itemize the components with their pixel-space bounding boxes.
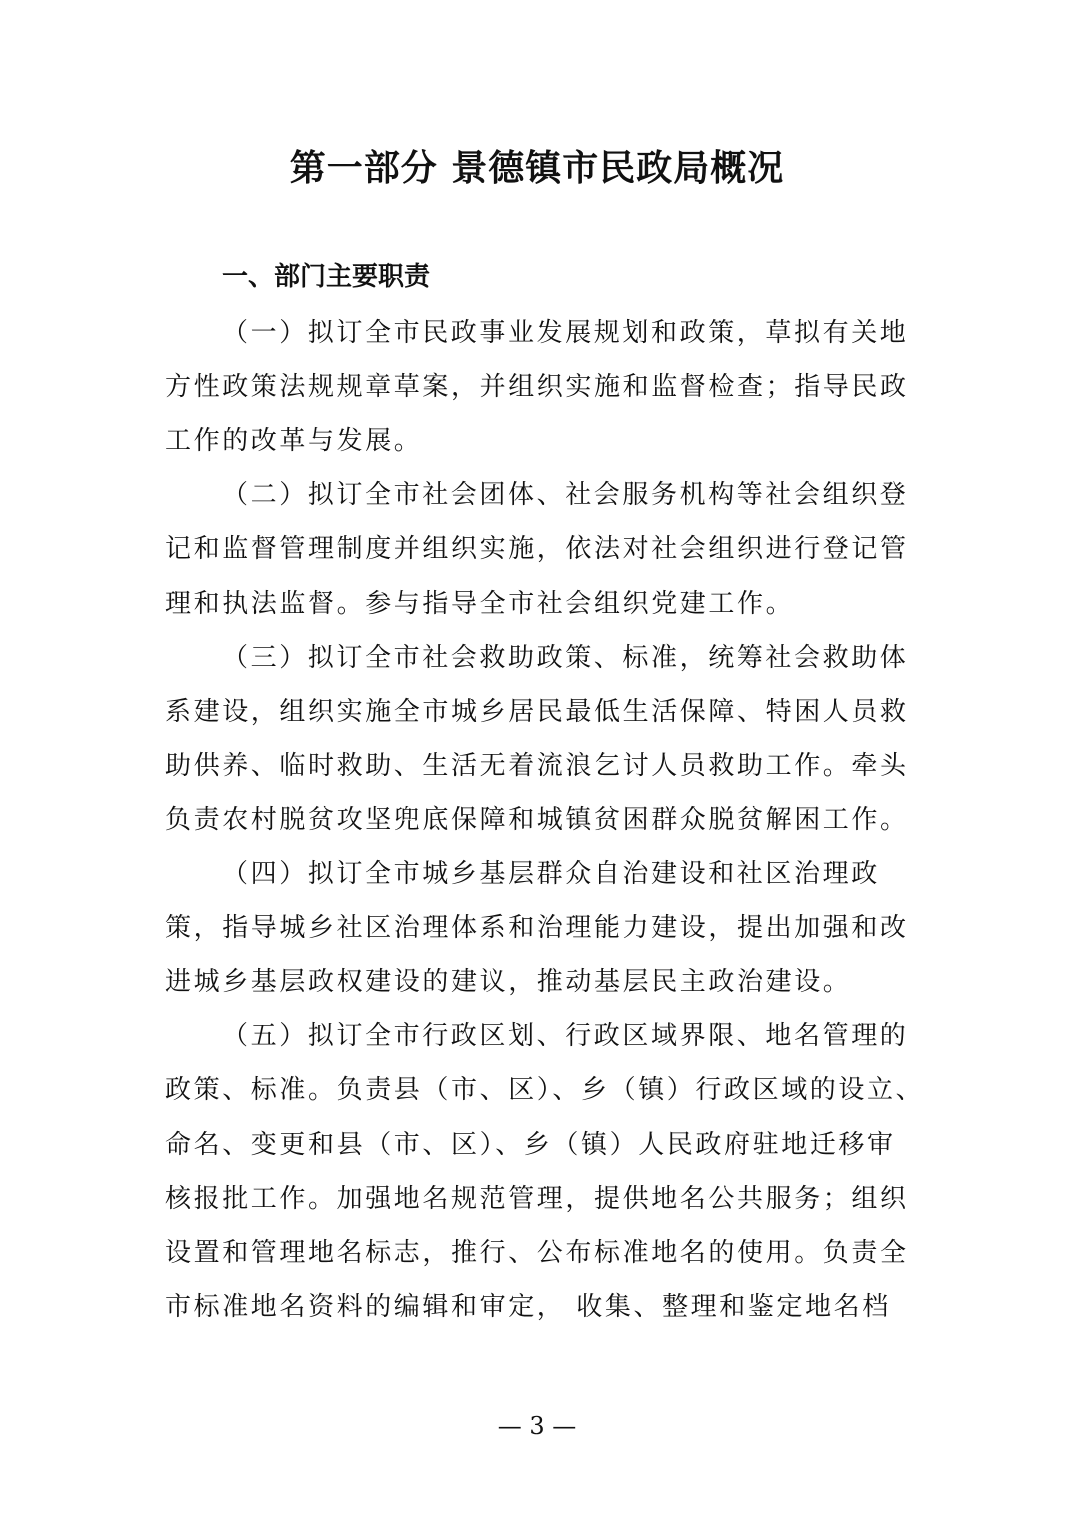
paragraph-first-line: （一）拟订全市民政事业发展规划和政策，草拟有关地 — [222, 318, 909, 348]
paragraph-line: 市标准地名资料的编辑和审定， 收集、整理和鉴定地名档 — [165, 1292, 891, 1322]
paragraph-line: 记和监督管理制度并组织实施，依法对社会组织进行登记管 — [165, 534, 909, 564]
paragraph-first-line: （四）拟订全市城乡基层群众自治建设和社区治理政 — [222, 859, 880, 889]
paragraph-line: 工作的改革与发展。 — [165, 426, 423, 456]
paragraph-first-line: （二）拟订全市社会团体、社会服务机构等社会组织登 — [222, 480, 909, 510]
paragraph-line: 政策、标准。负责县（市、区）、乡（镇）行政区域的设立、 — [165, 1075, 925, 1105]
paragraph-line: 设置和管理地名标志，推行、公布标准地名的使用。负责全 — [165, 1238, 909, 1268]
paragraph-line: 负责农村脱贫攻坚兜底保障和城镇贫困群众脱贫解困工作。 — [165, 805, 909, 835]
page-title: 第一部分 景德镇市民政局概况 — [289, 147, 785, 189]
paragraph-line: 助供养、临时救助、生活无着流浪乞讨人员救助工作。牵头 — [165, 751, 909, 781]
paragraph-line: 命名、变更和县（市、区）、乡（镇）人民政府驻地迁移审 — [165, 1130, 896, 1160]
paragraph-line: 进城乡基层政权建设的建议，推动基层民主政治建设。 — [165, 967, 852, 997]
paragraph-line: 系建设，组织实施全市城乡居民最低生活保障、特困人员救 — [165, 697, 909, 727]
paragraph-line: 理和执法监督。参与指导全市社会组织党建工作。 — [165, 589, 795, 619]
section-heading: 一、部门主要职责 — [222, 262, 431, 292]
paragraph-line: 方性政策法规规章草案，并组织实施和监督检查；指导民政 — [165, 372, 909, 402]
paragraph-first-line: （三）拟订全市社会救助政策、标准，统筹社会救助体 — [222, 643, 909, 673]
paragraph-line: 核报批工作。加强地名规范管理，提供地名公共服务；组织 — [165, 1184, 909, 1214]
paragraph-first-line: （五）拟订全市行政区划、行政区域界限、地名管理的 — [222, 1021, 909, 1051]
page-number: — 3 — — [497, 1412, 577, 1440]
paragraph-line: 策，指导城乡社区治理体系和治理能力建设，提出加强和改 — [165, 913, 909, 943]
